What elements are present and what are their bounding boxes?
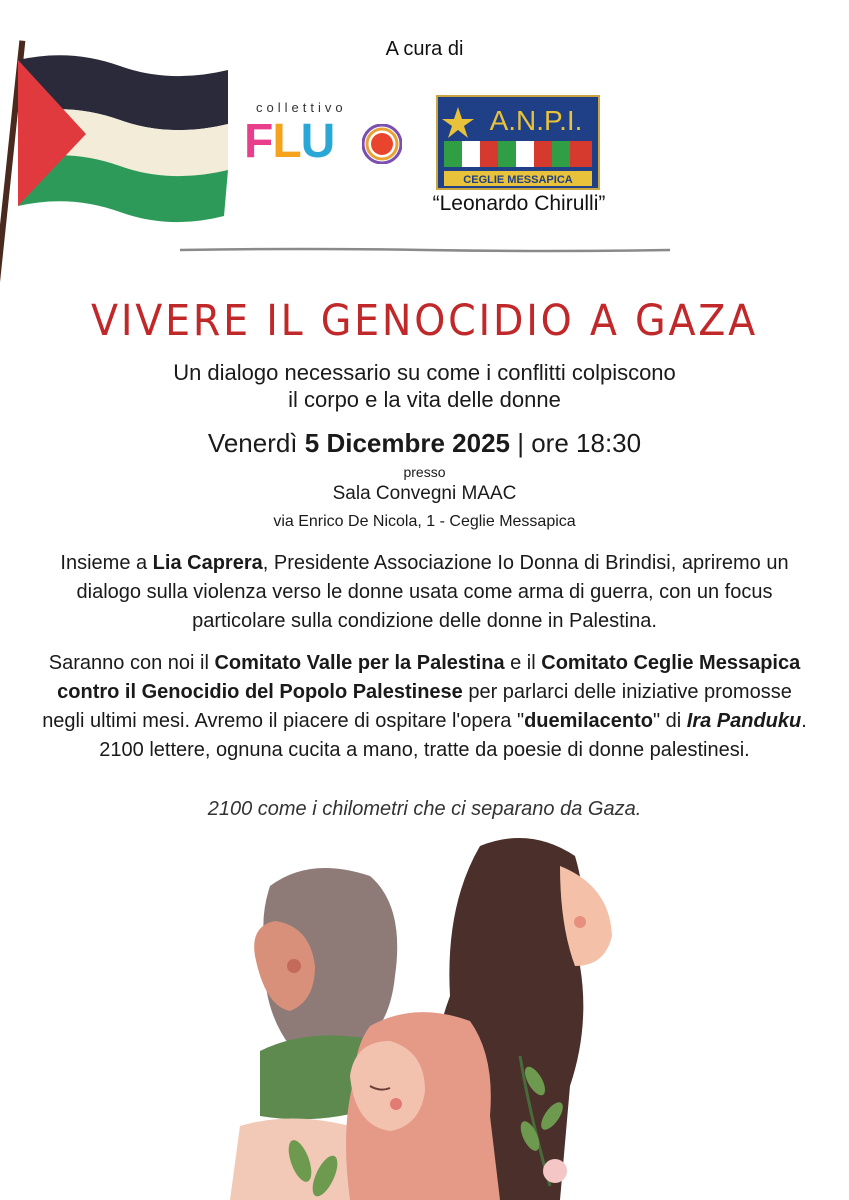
speaker-name: Lia Caprera [152,552,263,574]
anpi-section-name: “Leonardo Chirulli” [432,192,606,215]
artist-name: Ira Panduku [686,710,802,732]
date-prefix: Venerdì [207,428,305,458]
event-subtitle-line-2: il corpo e la vita delle donne [288,387,561,412]
text-run: . 2100 lettere, ognuna cucita a mano, tratte da poesie di donne palestinesi. [99,710,807,761]
text-run: Insieme a [60,552,153,574]
anpi-logo-title: A.N.P.I. [489,105,583,136]
text-run: Saranno con noi il [48,652,215,674]
venue-address: via Enrico De Nicola, 1 - Ceglie Messapica [273,513,576,530]
divider [180,247,670,253]
fluo-letter-u: U [300,115,335,168]
palestinian-flag-icon [0,38,240,298]
anpi-logo [436,95,600,190]
event-time: | ore 18:30 [510,428,642,458]
anpi-logo-city: CEGLIE MESSAPICA [463,174,573,186]
event-subtitle-line-1: Un dialogo necessario su come i conflitti colpiscono [173,360,676,385]
fluo-letter-f: F [244,115,273,168]
women-illustration [230,826,630,1200]
committee-name: Comitato Valle per la Palestina [214,652,505,674]
committee-name: Comitato Ceglie Messapica contro il Genocidio del Popolo Palestinese [57,652,801,703]
speaker-paragraph [40,549,809,636]
event-date-time [0,428,849,459]
event-title: VIVERE IL GENOCIDIO A GAZA [91,296,758,346]
text-run: , Presidente Associazione Io Donna di Brindisi, apriremo un dialogo sulla violenza verso le donne usata come arma di guerra, con un focus particolare sulla condizione delle donne in Palestina. [76,552,789,632]
tagline: 2100 come i chilometri che ci separano da Gaza. [207,798,642,820]
curator-label: A cura di [385,38,464,60]
text-run: e il [504,652,542,674]
fluo-logo-word [244,115,335,168]
text-run: " di [652,710,687,732]
event-date: 5 Dicembre 2025 [304,428,511,458]
fluo-circle-icon [362,124,402,164]
fluo-logo-caption: collettivo [256,100,347,115]
venue-name: Sala Convegni MAAC [332,483,517,504]
fluo-letter-l: L [272,115,301,168]
presso-label: presso [403,464,446,480]
fluo-logo [244,100,404,180]
artwork-title: duemilacento [524,710,653,732]
guests-paragraph [40,649,809,765]
text-run: per parlarci delle iniziative promosse negli ultimi mesi. Avremo il piacere di ospitare l'opera " [42,681,792,732]
